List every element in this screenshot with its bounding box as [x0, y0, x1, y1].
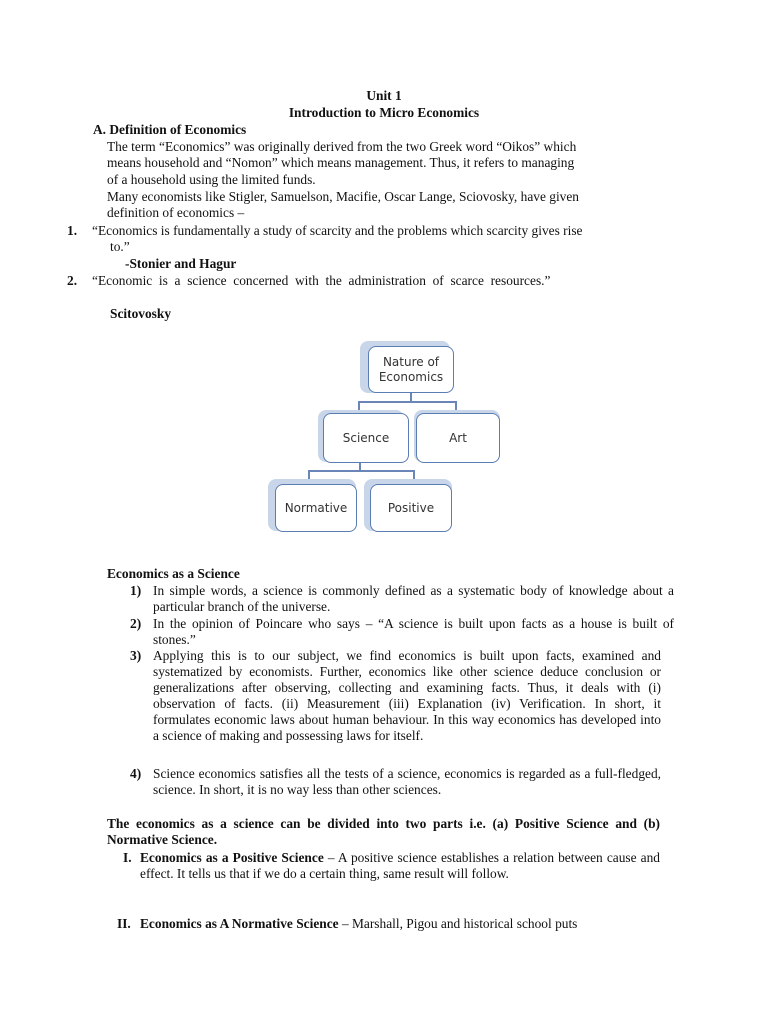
point-number: 1)	[130, 583, 142, 598]
definition-author: -Stonier and Hagur	[125, 256, 237, 271]
point-number: 2)	[130, 616, 142, 631]
definition-text: to.”	[110, 239, 130, 254]
part-number: I.	[123, 850, 132, 865]
intro-line: Many economists like Stigler, Samuelson, Macifie, Oscar Lange, Sciovosky, have given	[107, 189, 579, 204]
section-a-heading: A. Definition of Economics	[93, 122, 247, 137]
part-heading: Economics as A Normative Science	[140, 916, 339, 931]
page-title: Introduction to Micro Economics	[288, 105, 480, 120]
part-body: – A positive science establishes a relation between cause and effect. It tells us that if we do a certain thing, same result will follow.	[140, 850, 660, 881]
diagram-node-positive: Positive	[370, 484, 452, 532]
point-number: 4)	[130, 766, 142, 781]
diagram-node-normative: Normative	[275, 484, 357, 532]
intro-line: The term “Economics” was originally derived from the two Greek word “Oikos” which	[107, 139, 577, 154]
part-body: – Marshall, Pigou and historical school puts	[338, 916, 578, 931]
diagram-node-science: Science	[323, 413, 409, 463]
intro-line: means household and “Nomon” which means management. Thus, it refers to managing	[107, 155, 575, 170]
diagram-node-art: Art	[416, 413, 500, 463]
point-text: Science economics satisfies all the tests of a science, economics is regarded as a full-fledged, science. In short, it is no way less than other sciences.	[153, 766, 661, 797]
definition-text: “Economic is a science concerned with the administration of scarce resources.”	[92, 273, 551, 288]
intro-line: definition of economics –	[107, 205, 245, 220]
unit-label: Unit 1	[366, 88, 402, 103]
intro-line: of a household using the limited funds.	[107, 172, 316, 187]
point-number: 3)	[130, 648, 142, 663]
definition-number: 1.	[67, 223, 78, 238]
science-heading: Economics as a Science	[107, 566, 240, 581]
part-number: II.	[117, 916, 131, 931]
point-text: In the opinion of Poincare who says – “A science is built upon facts as a house is built of stones.”	[153, 616, 674, 647]
point-text: In simple words, a science is commonly defined as a systematic body of knowledge about a particular branch of the universe.	[153, 583, 674, 614]
point-text: Applying this is to our subject, we find economics is built upon facts, examined and systematized by economists. Further, economics like other science deduce conclusion or generalizations after observing, collecting and examining facts. Thus, it deals with (i) observation of facts. (ii) Measurement (iii) Explanation (iv) Verification. In short, it formulates economic laws about human behaviour. In this way economics has developed into a science of making and possessing laws for itself.	[153, 648, 661, 743]
part-text	[140, 916, 577, 932]
part-text	[140, 850, 660, 882]
definition-text: “Economics is fundamentally a study of scarcity and the problems which scarcity gives rise	[92, 223, 583, 238]
part-heading: Economics as a Positive Science	[140, 850, 324, 865]
definition-author: Scitovosky	[110, 306, 172, 321]
division-heading: The economics as a science can be divided into two parts i.e. (a) Positive Science and (b) Normative Science.	[107, 816, 660, 847]
definition-number: 2.	[67, 273, 78, 288]
diagram-node-root: Nature of Economics	[368, 346, 454, 393]
